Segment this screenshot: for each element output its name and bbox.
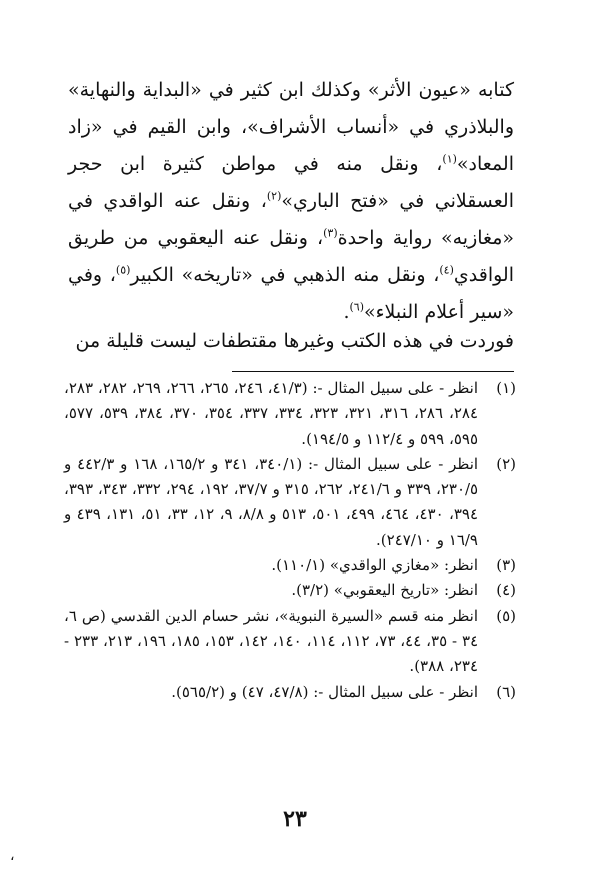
text-run: ، وفي «سير أعلام النبلاء» — [68, 264, 514, 323]
footnote-number: (٥) — [496, 606, 516, 625]
footnote-ref-6: (٦) — [349, 300, 364, 314]
footnote-6 — [64, 680, 516, 705]
text-run: ، ونقل منه الذهبي في «تاريخه» الكبير — [130, 264, 440, 286]
text-run: ، ونقل منه في مواطن كثيرة ابن حجر العسقلاني في «فتح الباري» — [68, 153, 514, 212]
footnote-ref-1: (١) — [442, 152, 457, 166]
footnote-ref-5: (٥) — [115, 263, 131, 277]
footnote-number: (١) — [496, 379, 516, 397]
footnote-ref-3: (٣) — [323, 226, 338, 240]
footnote-4 — [64, 578, 516, 603]
footnote-text: انظر منه قسم «السيرة النبوية»، نشر حسام الدين القدسي (ص ٦، ٣٤ - ٣٥، ٤٤، ٧٣، ١١٢، ١١٤، ١٤٠، ١٤٢، ١٥٣، ١٨٥، ١٩٦، ٢١٣، ٢٣٣ - ٢٣٤، ٣٨٨). — [64, 606, 479, 676]
edge-mark: ، — [10, 848, 15, 864]
footnote-number: (٦) — [496, 682, 516, 701]
main-paragraph — [68, 72, 514, 331]
paragraph-1 — [68, 72, 514, 331]
footnote-number: (٢) — [496, 454, 516, 473]
text-run: . — [343, 301, 350, 323]
footnote-text: انظر: «تاريخ اليعقوبي» (٣/٢). — [291, 581, 478, 600]
footnote-2 — [64, 452, 516, 553]
footnote-number: (٤) — [496, 581, 516, 600]
footnote-ref-4: (٤) — [439, 263, 454, 277]
paragraph-2: فوردت في هذه الكتب وغيرها مقتطفات ليست قليلة من — [75, 330, 514, 352]
footnotes — [64, 376, 516, 705]
footnote-text: انظر: «مغازي الواقدي» (١١٠/١). — [271, 556, 478, 575]
footnote-1 — [64, 376, 516, 452]
footnote-ref-2: (٢) — [266, 189, 282, 203]
text-run: كتابه «عيون الأثر» وكذلك ابن كثير في «البداية والنهاية» والبلاذري في «أنساب الأشراف»، وابن القيم في «زاد المعاد» — [68, 79, 514, 175]
text-run: ، ونقل عنه الواقدي في «مغازيه» رواية واحدة — [68, 190, 515, 249]
footnote-text: انظر - على سبيل المثال -: (٤٧/٨، ٤٧) و (٥٦٥/٢). — [171, 682, 478, 701]
text-run: ، ونقل عنه اليعقوبي من طريق الواقدي — [68, 227, 514, 286]
footnote-text: انظر - على سبيل المثال -: (٤١/٣، ٢٤٦، ٢٦٥، ٢٦٦، ٢٦٩، ٢٨٢، ٢٨٣، ٢٨٤، ٢٨٦، ٣١٦، ٣٢١، ٣٢٣، ٣٣٤، ٣٣٧، ٣٥٤، ٣٧٠، ٣٨٤، ٥٣٩، ٥٧٧، ٥٩٥، ٥٩٩ و ١١٢/٤ و ١٩٤/٥). — [64, 379, 479, 448]
footnote-number: (٣) — [496, 556, 516, 575]
footnote-text: انظر - على سبيل المثال -: (٣٤٠/١، ٣٤١ و ١٦٥/٢، ١٦٨ و ٤٤٢/٣ و ٢٣٠/٥، ٣٣٩ و ٢٤١/٦، ٢٦٢، ٣١٥ و ٣٧/٧، ١٩٢، ٢٩٤، ٣٣٢، ٣٤٣، ٣٩٣، ٣٩٤، ٤٣٠، ٤٦٤، ٤٩٩، ٥٠١، ٥١٣ و ٨/٨، ٩، ١٢، ٣٣، ٥١، ١٣١، ٤٣٩ و ١٦/٩ و ٢٤٧/١٠). — [64, 454, 479, 549]
footnote-separator — [232, 371, 514, 372]
footnote-3 — [64, 553, 516, 578]
page-number: ٢٣ — [283, 806, 307, 832]
footnote-5 — [64, 604, 516, 680]
